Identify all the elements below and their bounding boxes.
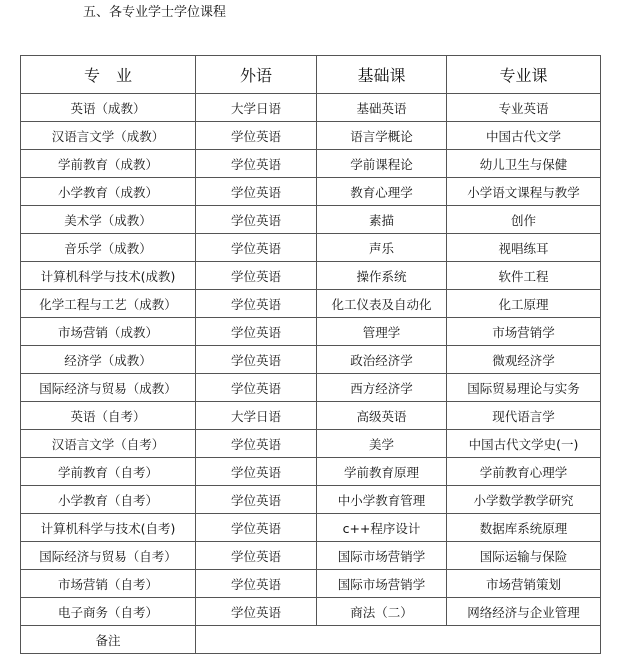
cell-major-course: 创作	[447, 206, 601, 234]
table-row	[21, 346, 601, 374]
cell-major: 计算机科学与技术(成教)	[21, 262, 196, 290]
cell-major: 化学工程与工艺（成教）	[21, 290, 196, 318]
section-title: 五、各专业学士学位课程	[83, 5, 227, 20]
cell-basic-course: 商法（二）	[317, 598, 447, 626]
cell-foreign-language: 学位英语	[196, 206, 317, 234]
cell-foreign-language: 学位英语	[196, 290, 317, 318]
table-header-row	[21, 56, 601, 94]
cell-basic-course: 声乐	[317, 234, 447, 262]
remark-row	[21, 626, 601, 654]
cell-basic-course: 国际市场营销学	[317, 542, 447, 570]
table-row	[21, 598, 601, 626]
cell-basic-course: 美学	[317, 430, 447, 458]
cell-major-course: 国际贸易理论与实务	[447, 374, 601, 402]
cell-basic-course: 基础英语	[317, 94, 447, 122]
cell-foreign-language: 学位英语	[196, 486, 317, 514]
table-row	[21, 290, 601, 318]
table-row	[21, 374, 601, 402]
cell-major-course: 小学数学教学研究	[447, 486, 601, 514]
cell-major-course: 软件工程	[447, 262, 601, 290]
table-row	[21, 402, 601, 430]
cell-foreign-language: 学位英语	[196, 570, 317, 598]
table-row	[21, 206, 601, 234]
header-major-course: 专业课	[447, 56, 601, 94]
cell-foreign-language: 大学日语	[196, 94, 317, 122]
cell-foreign-language: 学位英语	[196, 598, 317, 626]
cell-foreign-language: 学位英语	[196, 318, 317, 346]
cell-major: 经济学（成教）	[21, 346, 196, 374]
table-row	[21, 94, 601, 122]
cell-major: 英语（自考）	[21, 402, 196, 430]
cell-basic-course: 操作系统	[317, 262, 447, 290]
cell-major: 市场营销（成教）	[21, 318, 196, 346]
cell-foreign-language: 学位英语	[196, 430, 317, 458]
cell-basic-course: 教育心理学	[317, 178, 447, 206]
cell-major-course: 现代语言学	[447, 402, 601, 430]
cell-foreign-language: 学位英语	[196, 234, 317, 262]
cell-major: 国际经济与贸易（成教）	[21, 374, 196, 402]
cell-major-course: 中国古代文学史(一)	[447, 430, 601, 458]
cell-basic-course: 学前教育原理	[317, 458, 447, 486]
cell-foreign-language: 学位英语	[196, 374, 317, 402]
cell-major-course: 专业英语	[447, 94, 601, 122]
cell-foreign-language: 学位英语	[196, 514, 317, 542]
cell-basic-course: 化工仪表及自动化	[317, 290, 447, 318]
cell-foreign-language: 学位英语	[196, 542, 317, 570]
cell-foreign-language: 学位英语	[196, 262, 317, 290]
cell-major: 学前教育（成教）	[21, 150, 196, 178]
table-row	[21, 486, 601, 514]
cell-major: 市场营销（自考）	[21, 570, 196, 598]
table-row	[21, 542, 601, 570]
cell-basic-course: 高级英语	[317, 402, 447, 430]
cell-basic-course: 管理学	[317, 318, 447, 346]
cell-basic-course: 国际市场营销学	[317, 570, 447, 598]
cell-foreign-language: 学位英语	[196, 150, 317, 178]
cell-foreign-language: 学位英语	[196, 346, 317, 374]
cell-foreign-language: 学位英语	[196, 122, 317, 150]
cell-basic-course: c++程序设计	[317, 514, 447, 542]
cell-major-course: 市场营销策划	[447, 570, 601, 598]
cell-major-course: 视唱练耳	[447, 234, 601, 262]
table-row	[21, 458, 601, 486]
table-row	[21, 122, 601, 150]
header-foreign-language: 外语	[196, 56, 317, 94]
degree-courses-table	[20, 55, 601, 654]
table-row	[21, 150, 601, 178]
cell-basic-course: 西方经济学	[317, 374, 447, 402]
cell-major-course: 网络经济与企业管理	[447, 598, 601, 626]
table-row	[21, 514, 601, 542]
cell-major: 汉语言文学（自考）	[21, 430, 196, 458]
cell-basic-course: 素描	[317, 206, 447, 234]
cell-major: 计算机科学与技术(自考)	[21, 514, 196, 542]
cell-major-course: 小学语文课程与教学	[447, 178, 601, 206]
table-row	[21, 318, 601, 346]
cell-major-course: 幼儿卫生与保健	[447, 150, 601, 178]
cell-foreign-language: 大学日语	[196, 402, 317, 430]
cell-major-course: 学前教育心理学	[447, 458, 601, 486]
cell-major-course: 数据库系统原理	[447, 514, 601, 542]
cell-major-course: 市场营销学	[447, 318, 601, 346]
cell-foreign-language: 学位英语	[196, 458, 317, 486]
cell-major: 小学教育（成教）	[21, 178, 196, 206]
cell-basic-course: 政治经济学	[317, 346, 447, 374]
header-major: 专 业	[21, 56, 196, 94]
cell-major-course: 中国古代文学	[447, 122, 601, 150]
cell-major-course: 化工原理	[447, 290, 601, 318]
cell-major: 国际经济与贸易（自考）	[21, 542, 196, 570]
cell-foreign-language: 学位英语	[196, 178, 317, 206]
cell-major: 音乐学（成教）	[21, 234, 196, 262]
table-row	[21, 234, 601, 262]
cell-major: 汉语言文学（成教）	[21, 122, 196, 150]
table-row	[21, 430, 601, 458]
table-row	[21, 262, 601, 290]
cell-major: 小学教育（自考）	[21, 486, 196, 514]
cell-major-course: 微观经济学	[447, 346, 601, 374]
cell-basic-course: 中小学教育管理	[317, 486, 447, 514]
cell-major-course: 国际运输与保险	[447, 542, 601, 570]
remark-label: 备注	[21, 626, 196, 654]
cell-major: 美术学（成教）	[21, 206, 196, 234]
cell-basic-course: 语言学概论	[317, 122, 447, 150]
header-basic-course: 基础课	[317, 56, 447, 94]
remark-value	[196, 626, 601, 654]
cell-basic-course: 学前课程论	[317, 150, 447, 178]
table-row	[21, 178, 601, 206]
cell-major: 英语（成教）	[21, 94, 196, 122]
cell-major: 学前教育（自考）	[21, 458, 196, 486]
cell-major: 电子商务（自考）	[21, 598, 196, 626]
table-row	[21, 570, 601, 598]
